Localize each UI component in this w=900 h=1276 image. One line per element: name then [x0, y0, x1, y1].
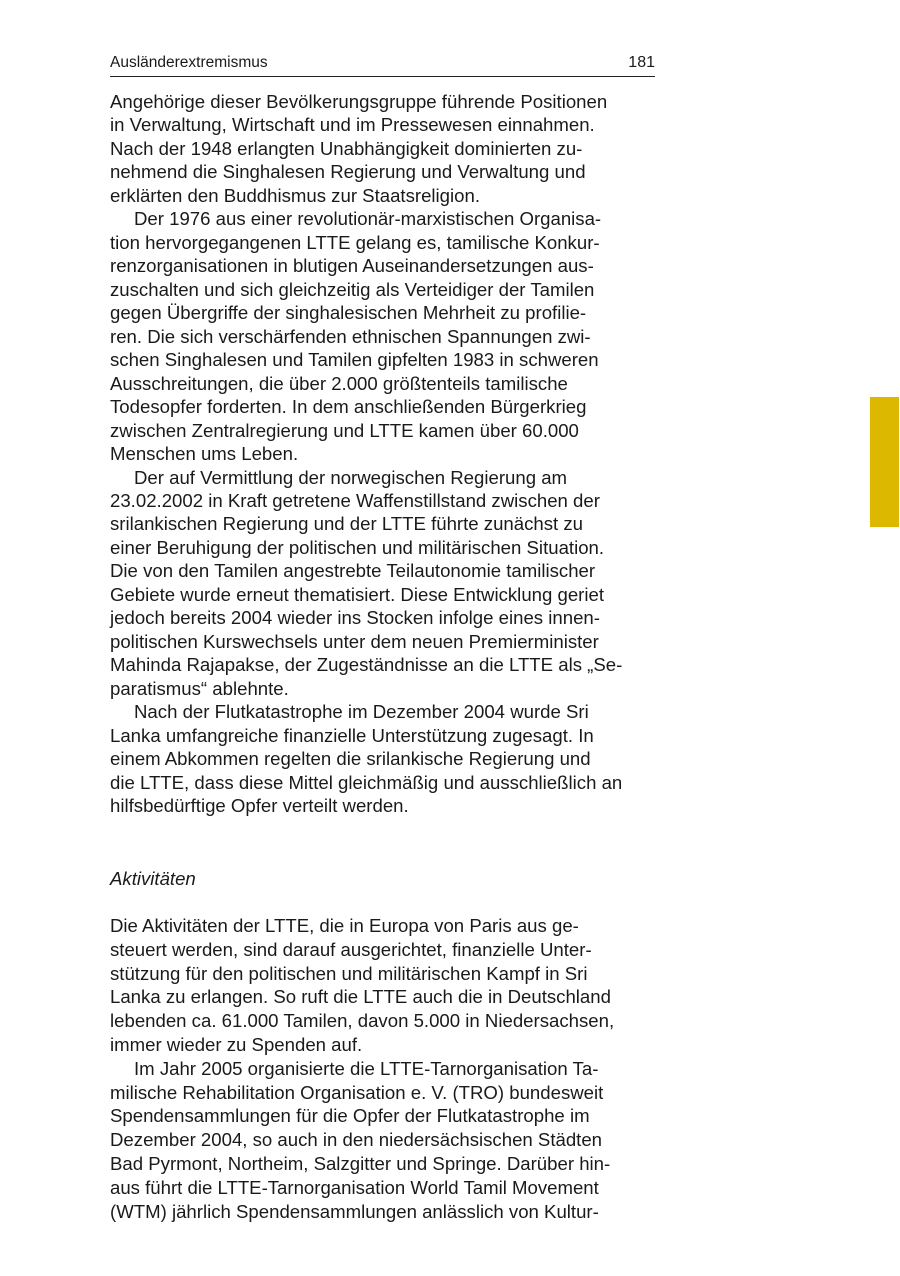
- text-line: paratismus“ ablehnte.: [110, 677, 289, 699]
- text-line: srilankischen Regierung und der LTTE führte zunächst zu: [110, 513, 584, 535]
- text-line: zwischen Zentralregierung und LTTE kamen über 60.000: [110, 419, 579, 441]
- text-line: die LTTE, dass diese Mittel gleichmäßig und ausschließlich an: [110, 771, 623, 793]
- text-line: erklärten den Buddhismus zur Staatsreligion.: [110, 184, 481, 206]
- text-line: gegen Übergriffe der singhalesischen Mehrheit zu profilie-: [110, 302, 587, 324]
- text-line: aus führt die LTTE-Tarnorganisation World Tamil Movement: [110, 1176, 599, 1198]
- text-line: Lanka zu erlangen. So ruft die LTTE auch die in Deutschland: [110, 986, 611, 1008]
- thumb-index-tab: [870, 397, 899, 527]
- paragraph: [110, 466, 670, 701]
- text-line: einer Beruhigung der politischen und militärischen Situation.: [110, 536, 605, 558]
- text-line: milische Rehabilitation Organisation e. V. (TRO) bundesweit: [110, 1081, 604, 1103]
- page-number: 181: [628, 54, 655, 71]
- text-line: Der 1976 aus einer revolutionär-marxistischen Organisa-: [134, 208, 602, 230]
- section-title: Ausländerextremismus: [110, 54, 268, 71]
- text-line: nehmend die Singhalesen Regierung und Verwaltung und: [110, 161, 586, 183]
- text-line: hilfsbedürftige Opfer verteilt werden.: [110, 795, 409, 817]
- section-activities: [110, 914, 670, 1223]
- text-line: Der auf Vermittlung der norwegischen Regierung am: [134, 466, 568, 488]
- text-line: Lanka umfangreiche finanzielle Unterstützung zugesagt. In: [110, 724, 594, 746]
- text-line: Bad Pyrmont, Northeim, Salzgitter und Springe. Darüber hin-: [110, 1152, 611, 1174]
- text-line: renzorganisationen in blutigen Auseinandersetzungen aus-: [110, 255, 594, 277]
- text-line: Menschen ums Leben.: [110, 443, 299, 465]
- text-line: Gebiete wurde erneut thematisiert. Diese Entwicklung geriet: [110, 583, 605, 605]
- text-line: zuschalten und sich gleichzeitig als Verteidiger der Tamilen: [110, 278, 595, 300]
- text-line: einem Abkommen regelten die srilankische Regierung und: [110, 748, 591, 770]
- text-line: Die von den Tamilen angestrebte Teilautonomie tamilischer: [110, 560, 596, 582]
- text-line: Im Jahr 2005 organisierte die LTTE-Tarnorganisation Ta-: [134, 1057, 599, 1079]
- paragraph: [110, 700, 670, 817]
- text-line: in Verwaltung, Wirtschaft und im Pressewesen einnahmen.: [110, 114, 595, 136]
- text-line: schen Singhalesen und Tamilen gipfelten 1983 in schweren: [110, 349, 599, 371]
- page-body: [110, 90, 670, 1223]
- text-line: Die Aktivitäten der LTTE, die in Europa von Paris aus ge-: [110, 915, 579, 936]
- text-line: jedoch bereits 2004 wieder ins Stocken infolge eines innen-: [110, 607, 600, 629]
- text-line: 23.02.2002 in Kraft getretene Waffenstillstand zwischen der: [110, 489, 600, 511]
- text-line: Dezember 2004, so auch in den niedersächsischen Städten: [110, 1129, 603, 1151]
- text-line: tion hervorgegangenen LTTE gelang es, tamilische Konkur-: [110, 231, 600, 253]
- text-line: Nach der Flutkatastrophe im Dezember 2004 wurde Sri: [134, 701, 589, 723]
- text-line: Angehörige dieser Bevölkerungsgruppe führende Positionen: [110, 91, 608, 112]
- text-line: Mahinda Rajapakse, der Zugeständnisse an die LTTE als „Se-: [110, 654, 623, 676]
- text-line: lebenden ca. 61.000 Tamilen, davon 5.000 in Niedersachsen,: [110, 1010, 615, 1032]
- text-line: (WTM) jährlich Spendensammlungen anlässlich von Kultur-: [110, 1200, 599, 1222]
- paragraph: [110, 90, 670, 207]
- text-line: Spendensammlungen für die Opfer der Flutkatastrophe im: [110, 1105, 590, 1127]
- paragraph: [110, 207, 670, 465]
- text-line: stützung für den politischen und militärischen Kampf in Sri: [110, 962, 588, 984]
- text-line: politischen Kurswechsels unter dem neuen Premierminister: [110, 630, 599, 652]
- text-line: steuert werden, sind darauf ausgerichtet, finanzielle Unter-: [110, 938, 592, 960]
- text-line: ren. Die sich verschärfenden ethnischen Spannungen zwi-: [110, 325, 591, 347]
- section-intro: [110, 90, 670, 818]
- text-line: Todesopfer forderten. In dem anschließenden Bürgerkrieg: [110, 396, 587, 418]
- paragraph: [110, 1057, 670, 1224]
- paragraph: [110, 914, 670, 1057]
- text-line: Nach der 1948 erlangten Unabhängigkeit dominierten zu-: [110, 137, 583, 159]
- running-header: [110, 52, 655, 77]
- text-line: Ausschreitungen, die über 2.000 größtenteils tamilische: [110, 372, 568, 394]
- text-line: immer wieder zu Spenden auf.: [110, 1033, 363, 1055]
- section-heading: Aktivitäten: [110, 867, 196, 889]
